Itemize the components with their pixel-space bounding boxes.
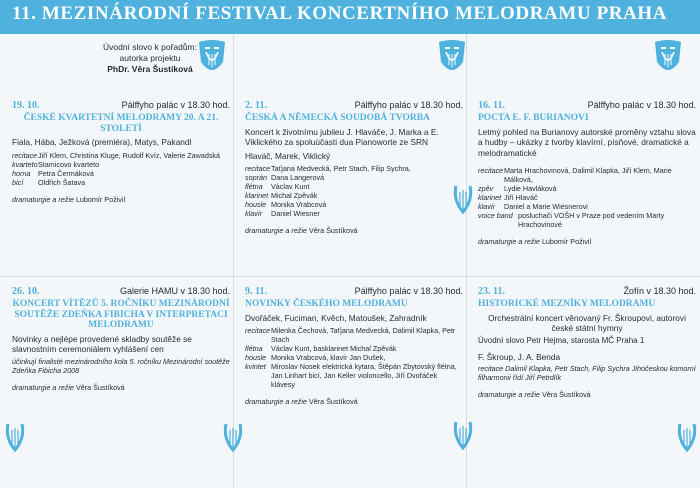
cast-names: Marta Hrachovinová, Dalimil Klapka, Jiří Klem, Marie Málková,: [504, 166, 672, 184]
cast-row: [245, 164, 463, 173]
cast-names: Jiří Hlaváč: [504, 193, 538, 202]
event-panel: [12, 100, 230, 204]
event-dateline: [12, 286, 230, 298]
festival-header: [0, 0, 700, 34]
event-description: Dvořáček, Fuciman, Kvěch, Matoušek, Zahradník: [245, 312, 427, 323]
cast-names: Jiří Klem, Christina Kluge, Rudolf Kvíz, Valerie Zawadská: [38, 150, 221, 160]
cast-row: [478, 193, 696, 202]
intro-line: Úvodní slovo k pořadům:: [102, 42, 198, 52]
cast-row: [12, 160, 230, 169]
cast-row: [478, 184, 696, 193]
cast-role: kvintet: [245, 362, 266, 371]
cast-list: [478, 166, 696, 229]
cast-row: [245, 353, 463, 362]
cast-role: klarinet: [245, 191, 269, 200]
theatre-mask-lyre-icon: [652, 38, 684, 82]
event-dateline: [478, 286, 696, 298]
credits-label: dramaturgie a režie: [478, 237, 540, 246]
event-title: HISTORICKÉ MEZNÍKY MELODRAMU: [478, 299, 656, 309]
cast-role: bicí: [12, 177, 24, 187]
cast-row: [478, 202, 696, 211]
event-dateline: [245, 286, 463, 298]
lyre-icon: [676, 422, 698, 452]
cast-names: Monika Vrabcová, klavír Jan Dušek,: [271, 353, 386, 362]
cast-row: [12, 178, 230, 187]
cast-row: [245, 362, 463, 389]
credits-label: dramaturgie a režie: [245, 397, 307, 406]
event-credits: [245, 397, 463, 406]
event-venue: Pálffyho palác v 18.30 hod.: [354, 286, 463, 296]
event-performers: účinkují finalisté mezinárodního kola 5. ročníku Mezinárodní soutěže Zdeňka Fibicha 2008: [12, 356, 230, 375]
event-panel: [478, 100, 696, 246]
credits-name: Věra Šustíková: [308, 226, 358, 235]
event-date: 9. 11.: [245, 286, 267, 297]
cast-list: [245, 326, 463, 389]
cast-names: Miroslav Nosek elektrická kytara, Štěpán Zbytovský flétna, Jan Linhart bicí, Jan Keller violoncello, Jiří Dvořáček klávesy: [271, 362, 457, 389]
cast-names: Oldřich Šatava: [38, 177, 86, 187]
event-date: 16. 11.: [478, 100, 505, 111]
cast-names: Daniel a Marie Wiesnerovi: [504, 202, 588, 211]
event-title: ČESKÁ A NĚMECKÁ SOUDOBÁ TVORBA: [245, 113, 430, 123]
cast-role: recitace: [12, 150, 38, 160]
cast-role: recitace: [245, 326, 271, 335]
cast-names: Dana Langerová: [271, 173, 325, 182]
cast-names: Daniel Wiesner: [271, 209, 320, 218]
cast-row: [245, 200, 463, 209]
fold-line-middle: [0, 276, 700, 277]
event-intro: Úvodní slovo Petr Hejma, starosta MČ Praha 1: [478, 335, 645, 345]
cast-role: klavír: [245, 209, 263, 218]
event-title: KONCERT VÍTĚZŮ 5. ROČNÍKU MEZINÁRODNÍ SOUTĚŽE ZDEŇKA FIBICHA V INTERPRETACI MELODRAMU: [12, 299, 230, 330]
event-credits: [245, 226, 463, 235]
cast-row: [478, 211, 696, 229]
lyre-icon: [222, 422, 244, 452]
cast-row: [245, 191, 463, 200]
cast-role: recitace: [478, 166, 504, 175]
event-description: Novinky a nejlépe provedené skladby soutěže se slavnostním ceremoniálem vyhlášení cen: [12, 333, 192, 354]
credits-name: Věra Šustíková: [308, 397, 358, 406]
intro-author: PhDr. Věra Šustíková: [107, 64, 193, 74]
cast-role: klarinet: [478, 193, 502, 202]
event-venue: Galerie HAMU v 18.30 hod.: [119, 286, 230, 296]
event-panel: [478, 286, 696, 399]
cast-role: soprán: [245, 173, 267, 182]
credits-name: Lubomír Poživil: [75, 194, 126, 204]
event-description: Koncert k životnímu jubileu J. Hlaváče, J. Marka a E. Viklického za spoluúčasti dua Pianoworte ze SRN: [245, 126, 439, 147]
event-venue: Pálffyho palác v 18.30 hod.: [354, 100, 463, 110]
event-date: 26. 10.: [12, 286, 40, 297]
cast-role: klavír: [478, 202, 496, 211]
cast-role: zpěv: [478, 184, 494, 193]
cast-role: flétna: [245, 182, 263, 191]
cast-role: kvarteto: [12, 159, 38, 169]
cast-row: [478, 166, 696, 184]
credits-name: Věra Šustíková: [75, 382, 125, 392]
credits-label: dramaturgie a režie: [12, 194, 74, 204]
event-title: ČESKÉ KVARTETNÍ MELODRAMY 20. A 21. STOLETÍ: [23, 113, 219, 134]
event-credits: [478, 237, 696, 246]
cast-row: [245, 173, 463, 182]
event-title: NOVINKY ČESKÉHO MELODRAMU: [245, 299, 408, 309]
cast-row: [245, 209, 463, 218]
cast-role: flétna: [245, 344, 263, 353]
event-venue: Pálffyho palác v 18.30 hod.: [121, 100, 230, 110]
event-description: Fiala, Hába, Ježková (premiéra), Matys, Pakandl: [12, 137, 192, 147]
event-dateline: [12, 100, 230, 112]
event-venue: Žofín v 18.30 hod.: [623, 286, 696, 296]
event-date: 2. 11.: [245, 100, 267, 111]
event-date: 23. 11.: [478, 286, 505, 297]
cast-names: Stamicovo kvarteto: [38, 159, 100, 169]
event-title: POCTA E. F. BURIANOVI: [478, 113, 589, 123]
cast-row: [12, 151, 230, 160]
cast-row: [245, 326, 463, 344]
event-dateline: [245, 100, 463, 112]
event-credits: [478, 390, 696, 399]
cast-names: Lydie Havláková: [504, 184, 557, 193]
event-credits: [12, 383, 230, 392]
credits-label: dramaturgie a režie: [12, 382, 74, 392]
event-date: 19. 10.: [12, 100, 40, 111]
event-composers: F. Škroup, J. A. Benda: [478, 351, 561, 362]
credits-name: Lubomír Poživil: [541, 237, 592, 246]
theatre-mask-lyre-icon: [436, 38, 468, 82]
event-panel: [245, 100, 463, 235]
cast-role: housle: [245, 200, 267, 209]
cast-names: Taťjana Medvecká, Petr Stach, Filip Sychra,: [271, 164, 411, 173]
event-credits: [12, 195, 230, 204]
cast-names: posluchači VOŠH v Praze pod vedením Marty Hrachovinové: [518, 211, 665, 229]
cast-row: [245, 344, 463, 353]
event-venue: Pálffyho palác v 18.30 hod.: [587, 100, 696, 110]
cast-role: housle: [245, 353, 267, 362]
theatre-mask-lyre-icon: [196, 38, 228, 82]
cast-names: Milenka Čechová, Taťjana Medvecká, Dalimil Klapka, Petr Stach: [271, 326, 456, 344]
lyre-icon: [452, 420, 474, 450]
cast-row: [245, 182, 463, 191]
event-panel: [245, 286, 463, 406]
event-performers: recitace Dalimil Klapka, Petr Stach, Filip Sychra Jihočeskou komorní filharmonii řídí Jiří Petrdlík: [478, 364, 696, 382]
cast-role: voice band: [478, 211, 513, 220]
credits-label: dramaturgie a režie: [245, 226, 307, 235]
cast-names: Monika Vrabcová: [271, 200, 327, 209]
event-description: Letmý pohled na Burianovy autorské proměny vztahu slova a hudby – ukázky z tvorby klavírní, písňové, dramatické a melodramatické: [478, 126, 696, 158]
credits-name: Věra Šustíková: [541, 390, 591, 399]
lyre-icon: [4, 422, 26, 452]
event-dateline: [478, 100, 696, 112]
cast-names: Michal Zpěvák: [271, 191, 318, 200]
cast-role: recitace: [245, 164, 271, 173]
event-panel: [12, 286, 230, 392]
cast-names: Václav Kunt, basklarinet Michal Zpěvák: [271, 344, 397, 353]
event-description: Orchestrální koncert věnovaný Fr. Škroupovi, autorovi české státní hymny: [488, 312, 686, 333]
cast-role: horna: [12, 168, 31, 178]
cast-list: [245, 164, 463, 218]
credits-label: dramaturgie a režie: [478, 390, 540, 399]
cast-row: [12, 169, 230, 178]
event-composers: Hlaváč, Marek, Viklický: [245, 150, 331, 161]
cast-list: [12, 151, 230, 187]
cast-names: Václav Kunt: [271, 182, 310, 191]
intro-line: autorka projektu: [119, 53, 181, 63]
cast-names: Petra Čermáková: [38, 168, 94, 178]
festival-title: 11. MEZINÁRODNÍ FESTIVAL KONCERTNÍHO MELODRAMU PRAHA: [12, 3, 668, 24]
